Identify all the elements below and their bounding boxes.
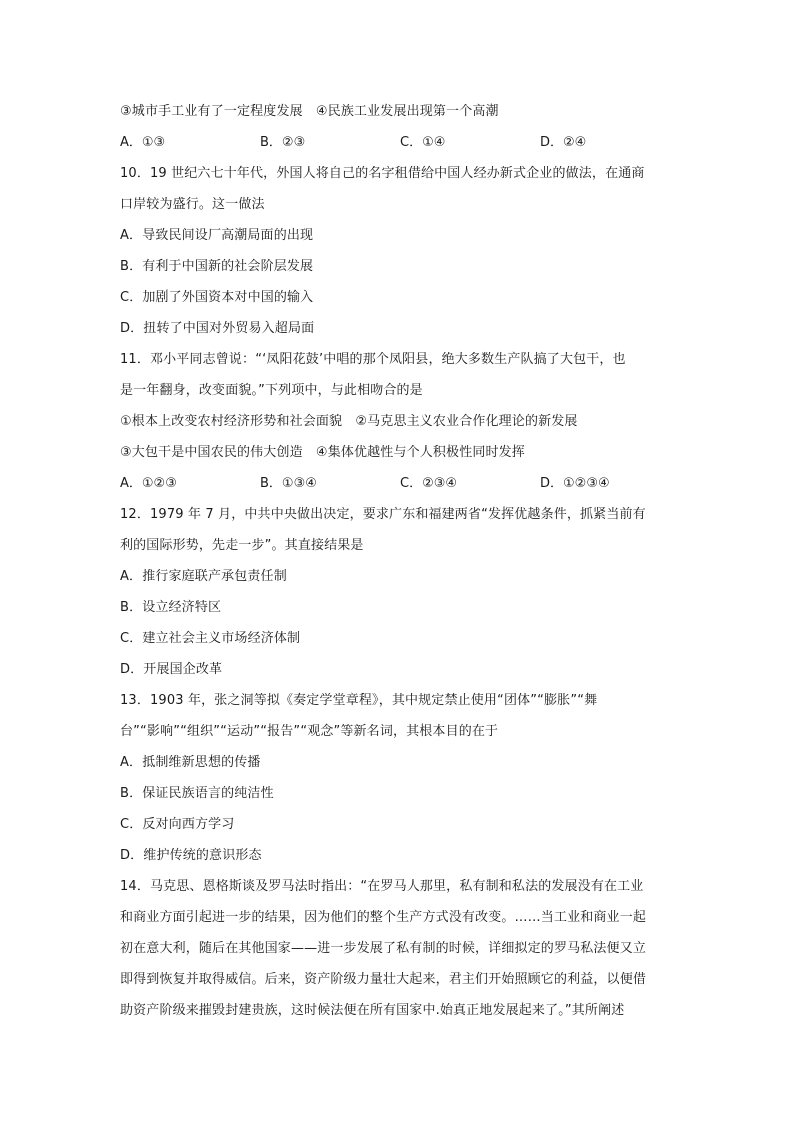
q11-option-c[interactable]: C．②③④ — [400, 476, 458, 491]
q9-option-d[interactable]: D．②④ — [540, 135, 587, 150]
q10-option-a[interactable]: A．导致民间设厂高潮局面的出现 — [120, 228, 314, 243]
q11-option-d[interactable]: D．①②③④ — [540, 476, 610, 491]
q9-option-b[interactable]: B．②③ — [260, 135, 306, 150]
q13-option-a[interactable]: A．抵制维新思想的传播 — [120, 755, 261, 770]
q11-option-a[interactable]: A．①②③ — [120, 476, 177, 491]
q9-option-c[interactable]: C．①④ — [400, 135, 446, 150]
q12-option-d[interactable]: D．开展国企改革 — [120, 662, 223, 677]
q11-statements-line: ③大包干是中国农民的伟大创造 ④集体优越性与个人积极性同时发挥 — [120, 445, 525, 460]
q13-stem-line: 13．1903 年，张之洞等拟《奏定学堂章程》，其中规定禁止使用“团体”“膨胀”“舞 — [120, 693, 598, 708]
q14-stem-line: 即得到恢复并取得威信。后来，资产阶级力量壮大起来，君主们开始照顾它的利益，以便借 — [120, 972, 647, 987]
q13-option-c[interactable]: C．反对向西方学习 — [120, 817, 235, 832]
q12-stem-line: 利的国际形势，先走一步”。其直接结果是 — [120, 538, 364, 553]
q11-stem-line: 是一年翻身，改变面貌。”下列项中，与此相吻合的是 — [120, 383, 423, 398]
q9-statements: ③城市手工业有了一定程度发展 ④民族工业发展出现第一个高潮 — [120, 104, 499, 119]
q9-option-a[interactable]: A．①③ — [120, 135, 166, 150]
q13-option-d[interactable]: D．维护传统的意识形态 — [120, 848, 262, 863]
q11-option-b[interactable]: B．①③④ — [260, 476, 317, 491]
question-10 — [120, 158, 680, 344]
q10-stem-line: 口岸较为盛行。这一做法 — [120, 197, 265, 212]
q10-option-b[interactable]: B．有利于中国新的社会阶层发展 — [120, 259, 314, 274]
q14-stem-line: 助资产阶级来摧毁封建贵族，这时候法便在所有国家中.始真正地发展起来了。”其所阐述 — [120, 1003, 625, 1018]
q14-stem-line: 14．马克思、恩格斯谈及罗马法时指出：“在罗马人那里，私有制和私法的发展没有在工业 — [120, 879, 644, 894]
q11-stem-line: 11．邓小平同志曾说：“‘凤阳花鼓’中唱的那个凤阳县，绝大多数生产队搞了大包干，也 — [120, 352, 626, 367]
q11-options — [120, 468, 680, 499]
question-14 — [120, 871, 680, 1026]
q14-stem-line: 和商业方面引起进一步的结果，因为他们的整个生产方式没有改变。……当工业和商业一起 — [120, 910, 647, 925]
question-11 — [120, 344, 680, 499]
question-12 — [120, 499, 680, 685]
q10-option-d[interactable]: D．扭转了中国对外贸易入超局面 — [120, 321, 315, 336]
q10-option-c[interactable]: C．加剧了外国资本对中国的输入 — [120, 290, 314, 305]
question-13 — [120, 685, 680, 871]
q13-stem-line: 台”“影响”“组织”“运动”“报告”“观念”等新名词，其根本目的在于 — [120, 724, 499, 739]
q9-options — [120, 127, 680, 158]
exam-page — [120, 96, 680, 1026]
q14-stem-line: 初在意大利，随后在其他国家——进一步发展了私有制的时候，详细拟定的罗马私法便又立 — [120, 941, 647, 956]
q12-option-b[interactable]: B．设立经济特区 — [120, 600, 222, 615]
question-9-tail — [120, 96, 680, 158]
q12-option-a[interactable]: A．推行家庭联产承包责任制 — [120, 569, 287, 584]
q13-option-b[interactable]: B．保证民族语言的纯洁性 — [120, 786, 274, 801]
q12-stem-line: 12．1979 年 7 月，中共中央做出决定，要求广东和福建两省“发挥优越条件，抓紧当前有 — [120, 507, 646, 522]
q12-option-c[interactable]: C．建立社会主义市场经济体制 — [120, 631, 301, 646]
q10-stem-line: 10．19 世纪六七十年代，外国人将自己的名字租借给中国人经办新式企业的做法，在通商 — [120, 166, 645, 181]
q11-statements-line: ①根本上改变农村经济形势和社会面貌 ②马克思主义农业合作化理论的新发展 — [120, 414, 578, 429]
